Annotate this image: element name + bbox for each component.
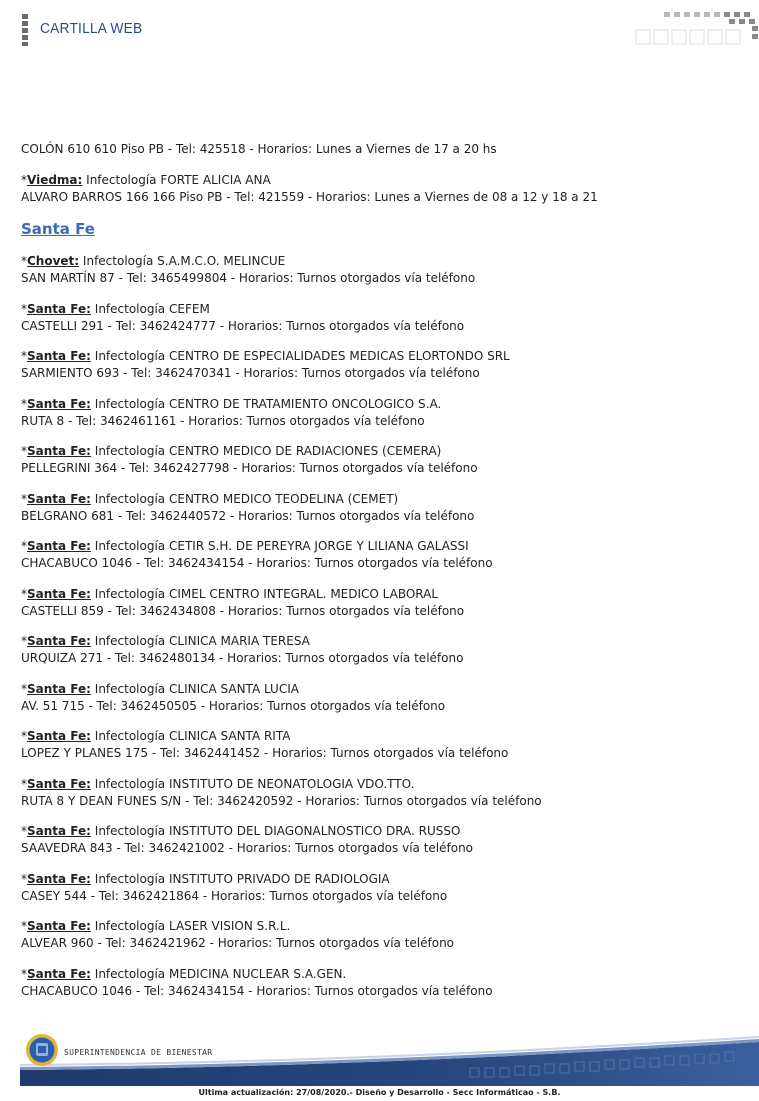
entry-address: CHACABUCO 1046 - Tel: 3462434154 - Horarios: Turnos otorgados vía teléfono (21, 556, 493, 570)
directory-entry (21, 586, 741, 620)
entry-city-link[interactable]: Santa Fe: (27, 776, 91, 791)
directory-entry (21, 348, 741, 382)
entry-provider-name: CLINICA SANTA RITA (169, 729, 291, 743)
entry-city-link[interactable]: Santa Fe: (27, 966, 91, 981)
entry-address: CASEY 544 - Tel: 3462421864 - Horarios: Turnos otorgados vía teléfono (21, 888, 448, 903)
directory-entry (21, 871, 741, 905)
entry-address: PELLEGRINI 364 - Tel: 3462427798 - Horarios: Turnos otorgados vía teléfono (21, 461, 478, 475)
entry-address: CASTELLI 859 - Tel: 3462434808 - Horarios: Turnos otorgados vía teléfono (21, 603, 465, 618)
entry-prefix: * (21, 871, 27, 886)
directory-entry (21, 776, 741, 810)
entry-provider-name: CETIR S.H. DE PEREYRA JORGE Y LILIANA GALASSI (169, 539, 469, 553)
entry-prefix: * (21, 396, 27, 411)
entry-header (21, 396, 741, 413)
entry-specialty: Infectología (94, 396, 166, 411)
entry-provider-name: CLINICA MARIA TERESA (169, 634, 310, 648)
entry-city-link[interactable]: Santa Fe: (27, 349, 91, 363)
entry-specialty: Infectología (94, 966, 166, 981)
entry-specialty: Infectología (82, 254, 154, 268)
entry-prefix: * (21, 254, 27, 268)
directory-entry (21, 141, 741, 158)
entry-city-link[interactable]: Santa Fe: (27, 681, 91, 696)
entry-specialty: Infectología (94, 634, 166, 648)
shield-logo-icon (25, 1033, 59, 1067)
directory-entry (21, 538, 741, 572)
directory-entry (21, 443, 741, 477)
entry-prefix: * (21, 301, 27, 316)
directory-entry (21, 681, 741, 715)
entry-city-link[interactable]: Chovet: (27, 254, 80, 268)
footer-org-name: SUPERINTENDENCIA DE BIENESTAR (64, 1048, 213, 1057)
entry-address: BELGRANO 681 - Tel: 3462440572 - Horarios: Turnos otorgados vía teléfono (21, 508, 475, 523)
entry-header (21, 633, 741, 650)
entry-prefix: * (21, 824, 27, 838)
entry-prefix: * (21, 539, 27, 553)
entry-address: RUTA 8 - Tel: 3462461161 - Horarios: Turnos otorgados vía teléfono (21, 413, 425, 428)
directory-content (21, 141, 741, 1013)
header-title: CARTILLA WEB (40, 20, 143, 37)
entry-header (21, 253, 741, 270)
entry-header (21, 823, 741, 840)
entry-header (21, 491, 741, 508)
entry-city-link[interactable]: Santa Fe: (27, 301, 91, 316)
entry-address: SAN MARTÍN 87 - Tel: 3465499804 - Horarios: Turnos otorgados vía teléfono (21, 271, 476, 285)
page-footer (0, 1030, 759, 1101)
entry-address: ALVARO BARROS 166 166 Piso PB - Tel: 421559 - Horarios: Lunes a Viernes de 08 a 12 y 18 a 21 (21, 189, 598, 204)
directory-entry (21, 918, 741, 952)
entry-prefix: * (21, 919, 27, 933)
directory-entry (21, 728, 741, 762)
entry-specialty: Infectología (94, 824, 166, 838)
directory-entry (21, 396, 741, 430)
entry-header (21, 918, 741, 935)
page-header (0, 0, 759, 60)
entry-header (21, 301, 741, 318)
entry-prefix: * (21, 634, 27, 648)
entry-provider-name: INSTITUTO PRIVADO DE RADIOLOGIA (169, 871, 390, 886)
entry-specialty: Infectología (94, 586, 166, 601)
entry-header (21, 966, 741, 983)
entry-provider-name: CENTRO MEDICO DE RADIACIONES (CEMERA) (169, 444, 442, 458)
entry-address: RUTA 8 Y DEAN FUNES S/N - Tel: 3462420592 - Horarios: Turnos otorgados vía teléfono (21, 793, 542, 808)
entry-provider-name: FORTE ALICIA ANA (160, 172, 271, 187)
entry-prefix: * (21, 966, 27, 981)
footer-band (0, 1030, 759, 1090)
directory-entry (21, 823, 741, 857)
entry-header (21, 871, 741, 888)
entry-specialty: Infectología (94, 681, 166, 696)
entry-address: SAAVEDRA 843 - Tel: 3462421002 - Horarios: Turnos otorgados vía teléfono (21, 841, 474, 855)
entry-header (21, 776, 741, 793)
directory-entry (21, 253, 741, 287)
entry-address: ALVEAR 960 - Tel: 3462421962 - Horarios: Turnos otorgados vía teléfono (21, 936, 455, 950)
directory-entry (21, 491, 741, 525)
directory-entry (21, 966, 741, 1000)
entry-provider-name: CLINICA SANTA LUCIA (169, 681, 299, 696)
entry-header (21, 538, 741, 555)
entry-prefix: * (21, 776, 27, 791)
entry-header (21, 586, 741, 603)
entry-provider-name: INSTITUTO DE NEONATOLOGIA VDO.TTO. (169, 776, 415, 791)
entry-city-link[interactable]: Viedma: (27, 172, 83, 187)
entry-provider-name: CENTRO DE TRATAMIENTO ONCOLOGICO S.A. (169, 396, 442, 411)
entry-provider-name: S.A.M.C.O. MELINCUE (157, 254, 286, 268)
entry-provider-name: MEDICINA NUCLEAR S.A.GEN. (169, 966, 347, 981)
entry-prefix: * (21, 444, 27, 458)
entry-address: COLÓN 610 610 Piso PB - Tel: 425518 - Horarios: Lunes a Viernes de 17 a 20 hs (21, 142, 497, 156)
entry-header (21, 348, 741, 365)
entry-address: CASTELLI 291 - Tel: 3462424777 - Horarios: Turnos otorgados vía teléfono (21, 318, 465, 333)
entry-header (21, 443, 741, 460)
directory-entry (21, 301, 741, 335)
entry-prefix: * (21, 172, 27, 187)
entry-prefix: * (21, 681, 27, 696)
entry-city-link[interactable]: Santa Fe: (27, 586, 91, 601)
footer-update-note: Ultima actualización: 27/08/2020.- Diseño y Desarrollo - Secc Informáticao - S.B. (198, 1088, 561, 1097)
entry-specialty: Infectología (94, 729, 166, 743)
entry-provider-name: CIMEL CENTRO INTEGRAL. MEDICO LABORAL (169, 586, 439, 601)
entry-provider-name: CENTRO MEDICO TEODELINA (CEMET) (169, 491, 399, 506)
entry-provider-name: LASER VISION S.R.L. (169, 919, 291, 933)
entry-provider-name: INSTITUTO DEL DIAGONALNOSTICO DRA. RUSSO (169, 824, 461, 838)
entry-prefix: * (21, 729, 27, 743)
entry-header (21, 728, 741, 745)
entry-header (21, 681, 741, 698)
entry-city-link[interactable]: Santa Fe: (27, 824, 91, 838)
entry-prefix: * (21, 491, 27, 506)
entry-header (21, 172, 741, 189)
entry-address: AV. 51 715 - Tel: 3462450505 - Horarios: Turnos otorgados vía teléfono (21, 698, 446, 713)
directory-entry (21, 172, 741, 206)
entry-city-link[interactable]: Santa Fe: (27, 444, 91, 458)
entry-specialty: Infectología (86, 172, 157, 187)
striped-bar-icon (22, 14, 28, 46)
entry-provider-name: CENTRO DE ESPECIALIDADES MEDICAS ELORTONDO SRL (169, 349, 510, 363)
entry-specialty: Infectología (94, 301, 166, 316)
entry-city-link[interactable]: Santa Fe: (27, 396, 91, 411)
pixel-grid-decoration (634, 10, 759, 50)
entry-specialty: Infectología (94, 919, 166, 933)
directory-entry (21, 633, 741, 667)
entry-city-link[interactable]: Santa Fe: (27, 919, 91, 933)
entry-address: URQUIZA 271 - Tel: 3462480134 - Horarios: Turnos otorgados vía teléfono (21, 651, 464, 665)
entry-specialty: Infectología (94, 349, 166, 363)
entry-specialty: Infectología (94, 871, 166, 886)
lead-entry-list (21, 141, 741, 206)
entry-city-link[interactable]: Santa Fe: (27, 871, 91, 886)
entry-specialty: Infectología (94, 776, 166, 791)
entry-address: SARMIENTO 693 - Tel: 3462470341 - Horarios: Turnos otorgados vía teléfono (21, 366, 480, 380)
entry-city-link[interactable]: Santa Fe: (27, 634, 91, 648)
entry-specialty: Infectología (94, 444, 166, 458)
entry-specialty: Infectología (94, 539, 166, 553)
entry-address: CHACABUCO 1046 - Tel: 3462434154 - Horarios: Turnos otorgados vía teléfono (21, 983, 493, 998)
entry-city-link[interactable]: Santa Fe: (27, 729, 91, 743)
entry-list (21, 253, 741, 1000)
entry-city-link[interactable]: Santa Fe: (27, 539, 91, 553)
entry-prefix: * (21, 586, 27, 601)
entry-prefix: * (21, 349, 27, 363)
section-title[interactable]: Santa Fe (21, 220, 95, 238)
entry-provider-name: CEFEM (169, 301, 210, 316)
entry-address: LOPEZ Y PLANES 175 - Tel: 3462441452 - Horarios: Turnos otorgados vía teléfono (21, 746, 509, 760)
entry-city-link[interactable]: Santa Fe: (27, 491, 91, 506)
entry-specialty: Infectología (94, 491, 166, 506)
